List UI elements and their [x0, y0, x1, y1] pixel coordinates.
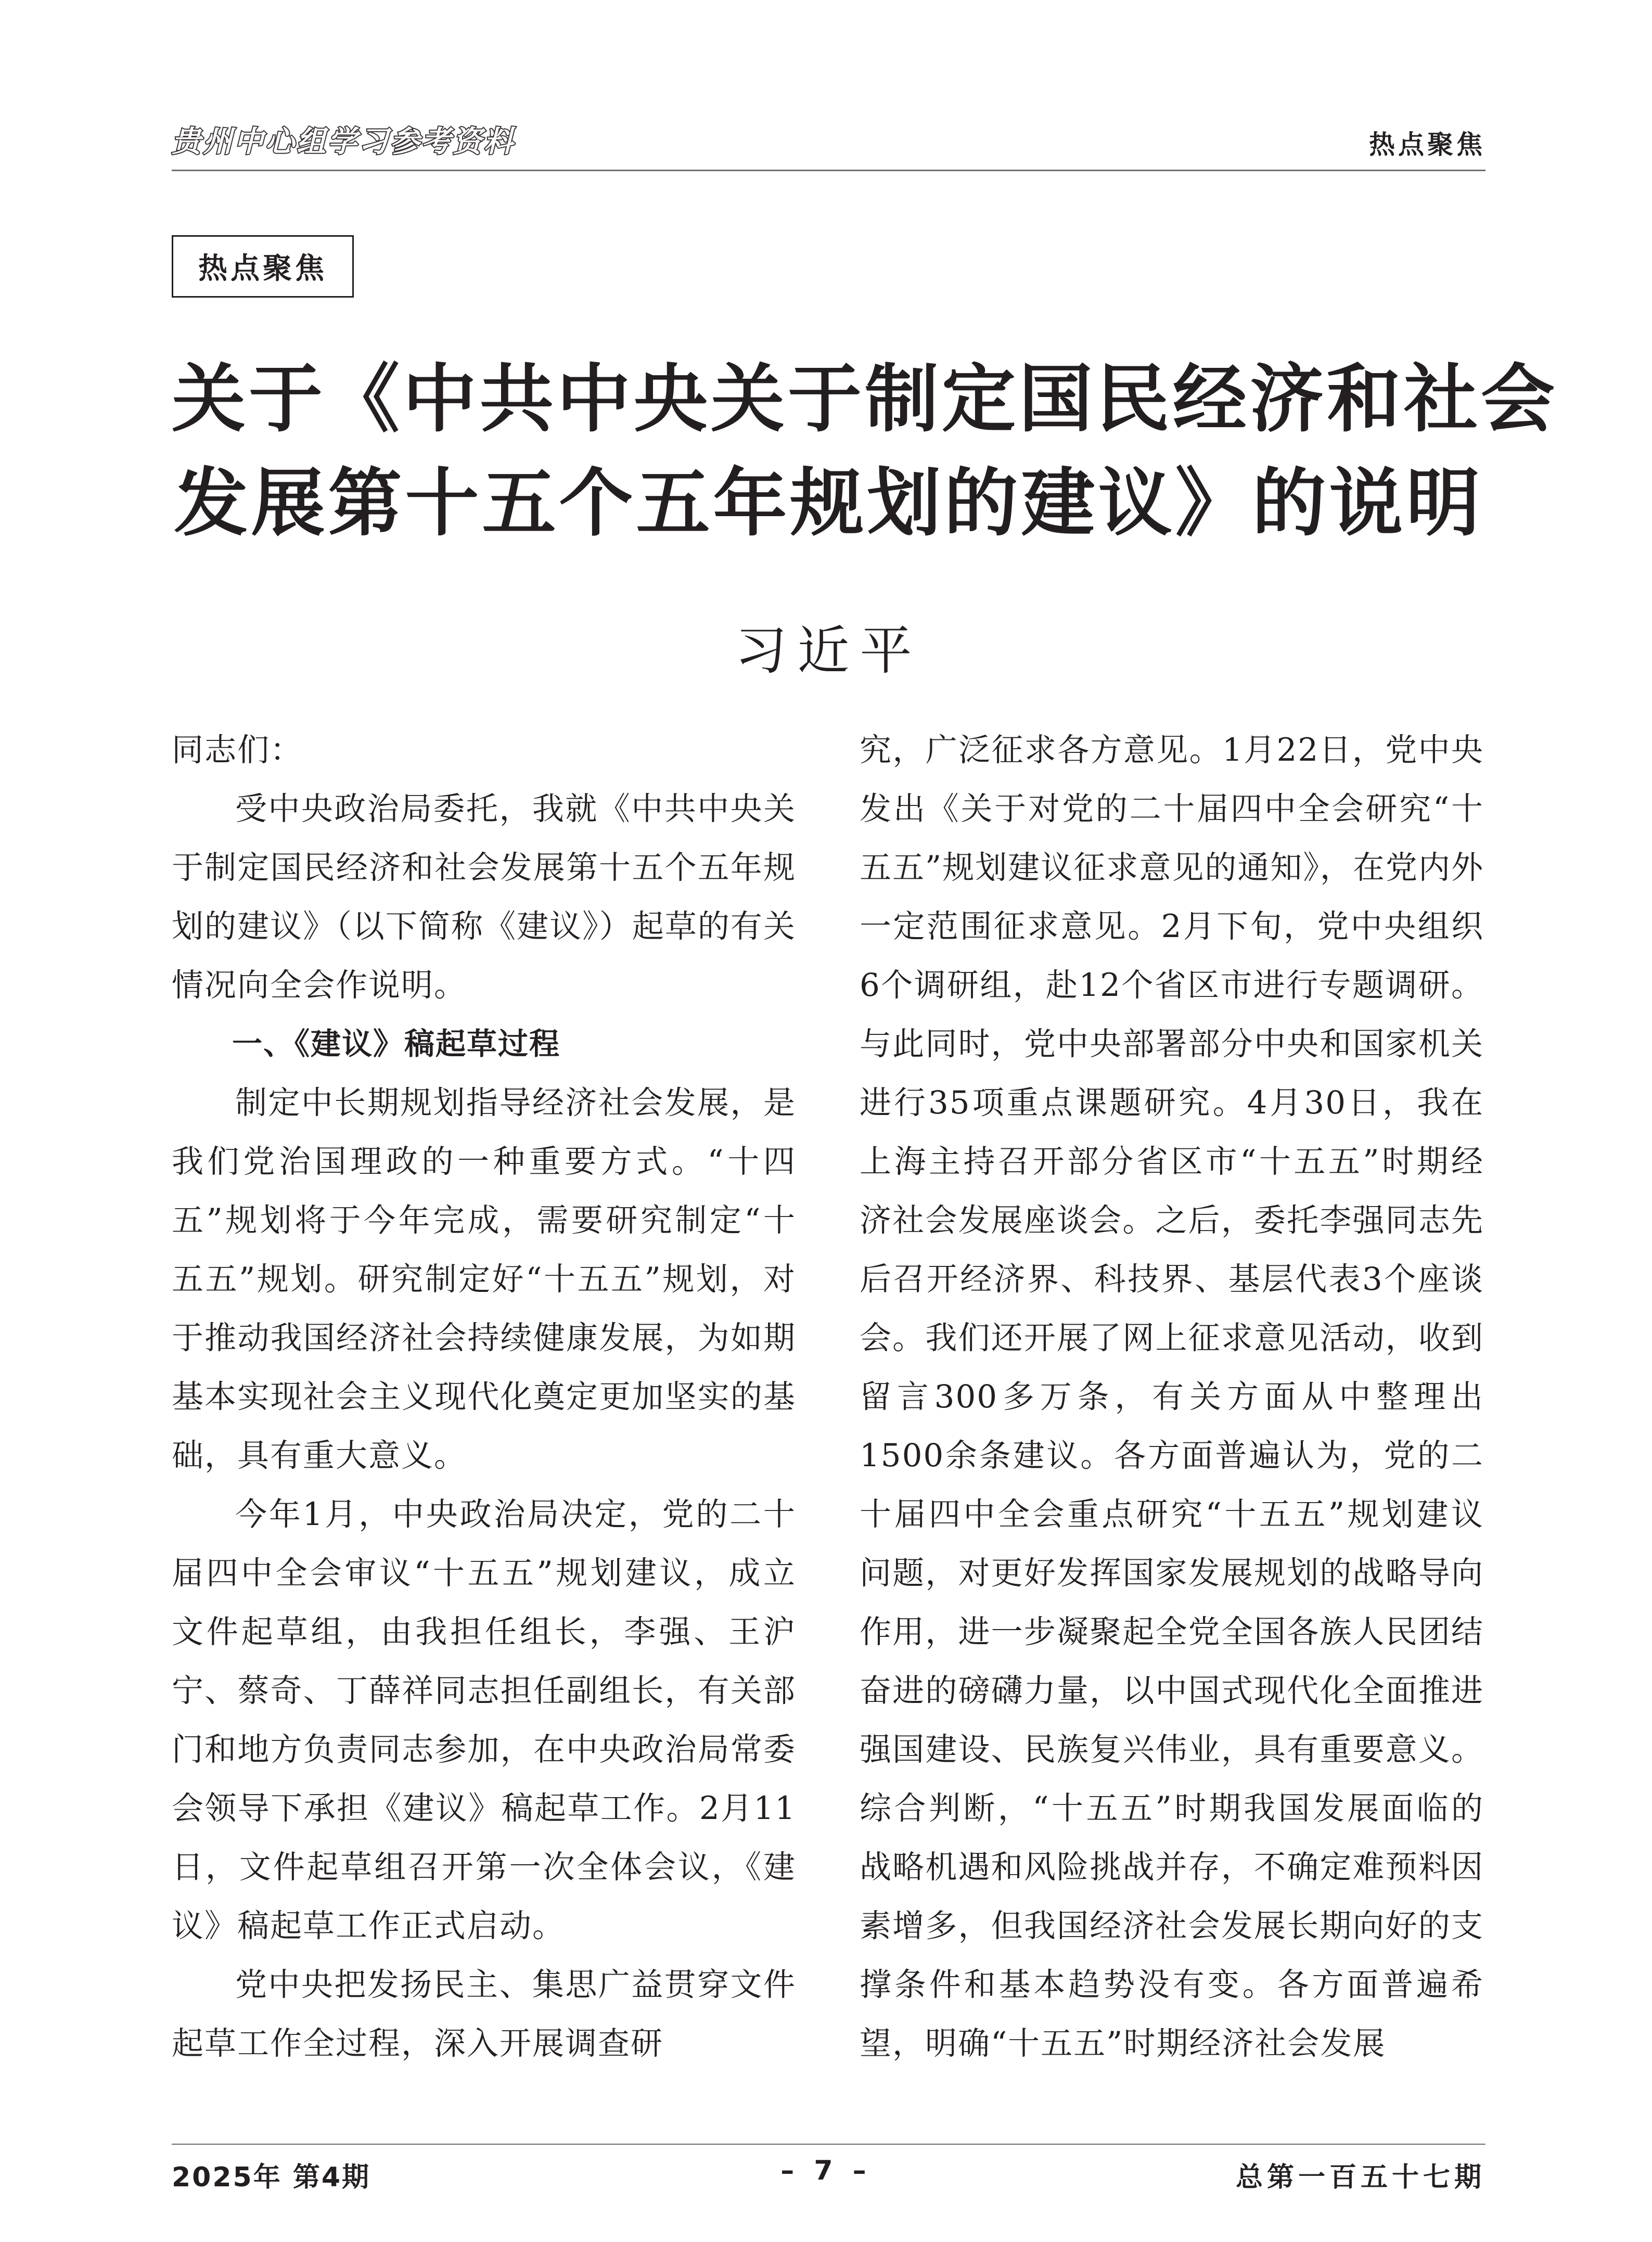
footer-issue: 2025年 第4期 [172, 2162, 371, 2193]
author-name: 习近平 [735, 620, 923, 681]
right-column [860, 721, 1484, 2073]
left-column [172, 721, 796, 2073]
paragraph: 究，广泛征求各方意见。1月22日，党中央发出《关于对党的二十届四中全会研究“十五五”规划建议征求意见的通知》，在党内外一定范围征求意见。2月下旬，党中央组织6个调研组，赴12个省区市进行专题调研。与此同时，党中央部署部分中央和国家机关进行35项重点课题研究。4月30日，我在上海主持召开部分省区市“十五五”时期经济社会发展座谈会。之后，委托李强同志先后召开经济界、科技界、基层代表3个座谈会。我们还开展了网上征求意见活动，收到留言300多万条，有关方面从中整理出1500余条建议。各方面普遍认为，党的二十届四中全会重点研究“十五五”规划建议问题，对更好发挥国家发展规划的战略导向作用，进一步凝聚起全党全国各族人民团结奋进的磅礴力量，以中国式现代化全面推进强国建设、民族复兴伟业，具有重要意义。综合判断，“十五五”时期我国发展面临的战略机遇和风险挑战并存，不确定难预料因素增多，但我国经济社会发展长期向好的支撑条件和基本趋势没有变。各方面普遍希望，明确“十五五”时期经济社会发展 [860, 732, 1484, 2062]
section-heading: 一、《建议》稿起草过程 [232, 1026, 561, 1061]
article-title-line-2: 发展第十五个五年规划的建议》的说明 [174, 460, 1483, 546]
salutation: 同志们： [172, 732, 303, 768]
paragraph: 党中央把发扬民主、集思广益贯穿文件起草工作全过程，深入开展调查研 [172, 1966, 796, 2062]
footer-page-number: – 7 – [780, 2155, 872, 2186]
section-label-box [172, 235, 354, 298]
paragraph: 今年1月，中央政治局决定，党的二十届四中全会审议“十五五”规划建议，成立文件起草组，由我担任组长，李强、王沪宁、蔡奇、丁薛祥同志担任副组长，有关部门和地方负责同志参加，在中央政治局常委会领导下承担《建议》稿起草工作。2月11日，文件起草组召开第一次全体会议，《建议》稿起草工作正式启动。 [172, 1496, 796, 1944]
footer-total-issue: 总第一百五十七期 [1235, 2162, 1485, 2193]
running-header-section: 热点聚焦 [1369, 130, 1485, 160]
section-label: 热点聚焦 [198, 252, 327, 286]
paragraph: 制定中长期规划指导经济社会发展，是我们党治国理政的一种重要方式。“十四五”规划将于今年完成，需要研究制定“十五五”规划。研究制定好“十五五”规划，对于推动我国经济社会持续健康发展，为如期基本实现社会主义现代化奠定更加坚实的基础，具有重大意义。 [172, 1084, 796, 1474]
running-header-journal: 贵州中心组学习参考资料 [172, 125, 515, 159]
article-title-line-1: 关于《中共中央关于制定国民经济和社会 [172, 356, 1558, 442]
article-title [172, 348, 1558, 556]
footer-rule [172, 2144, 1485, 2145]
paragraph: 受中央政治局委托，我就《中共中央关于制定国民经济和社会发展第十五个五年规划的建议》（以下简称《建议》）起草的有关情况向全会作说明。 [172, 790, 796, 1004]
header-rule [172, 170, 1485, 171]
